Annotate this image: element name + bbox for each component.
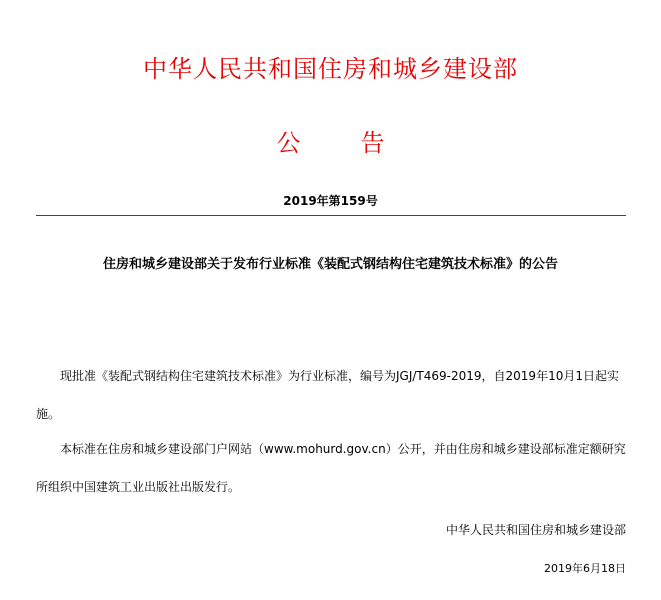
red-divider-line bbox=[36, 215, 626, 216]
signature-date: 2019年6月18日 bbox=[544, 562, 626, 575]
body-paragraph-publication: 本标准在住房和城乡建设部门户网站（www.mohurd.gov.cn）公开，并由住房和城乡建设部标准定额研究所组织中国建筑工业出版社出版发行。 bbox=[36, 442, 626, 494]
notice-label: 公告 bbox=[276, 129, 445, 157]
issuing-authority-heading: 中华人民共和国住房和城乡建设部 bbox=[143, 55, 518, 83]
document-number: 2019年第159号 bbox=[283, 194, 378, 208]
signature-organization: 中华人民共和国住房和城乡建设部 bbox=[445, 523, 626, 537]
body-paragraph-approval: 现批准《装配式钢结构住宅建筑技术标准》为行业标准，编号为JGJ/T469-2019，自2019年10月1日起实施。 bbox=[36, 369, 619, 421]
document-title: 住房和城乡建设部关于发布行业标准《装配式钢结构住宅建筑技术标准》的公告 bbox=[102, 257, 558, 272]
